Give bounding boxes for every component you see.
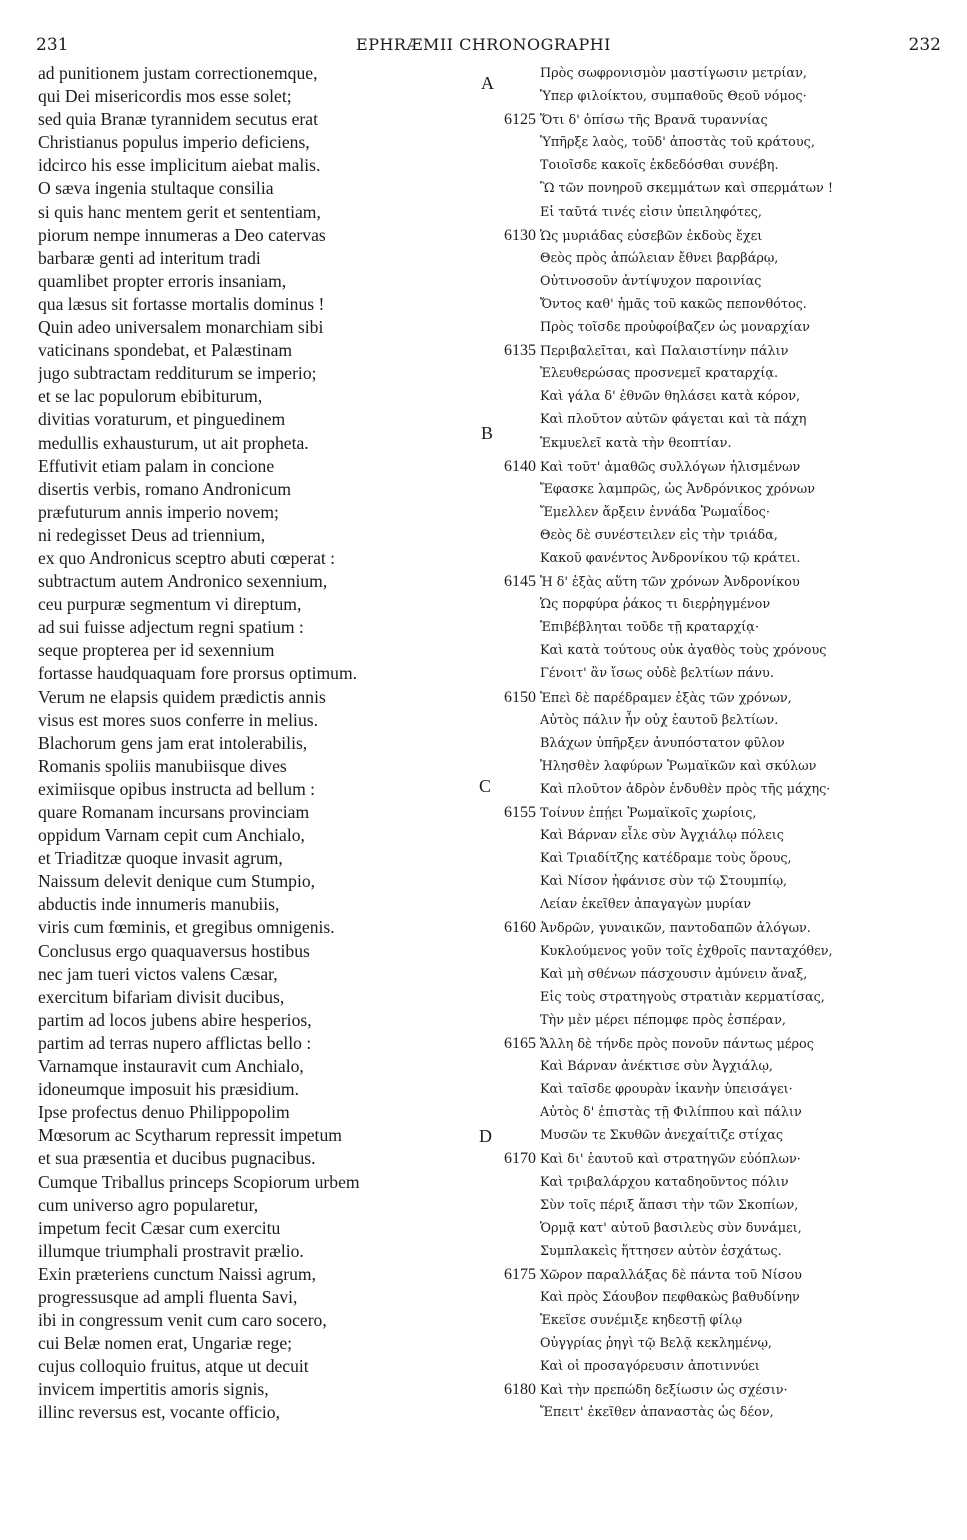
greek-line (480, 755, 965, 778)
greek-verse-text: Ἄλλη δὲ τήνδε πρὸς πονοῦν πάντως μέρος (540, 1036, 814, 1052)
latin-line: Christianus populus imperio deficiens, (38, 132, 310, 153)
greek-line (480, 570, 965, 593)
greek-verse-text: Πρὸς σωφρονισμὸν μαστίγωσιν μετρίαν, (540, 66, 807, 81)
greek-verse-text: Ὡς πορφύρα ῥάκος τι διερῥηγμένον (540, 597, 771, 613)
greek-line (480, 662, 965, 685)
latin-line: disertis verbis, romano Andronicum (38, 478, 292, 499)
greek-line (480, 501, 965, 524)
latin-line: Cumque Triballus princeps Scopiorum urbem (38, 1171, 360, 1192)
greek-line (480, 870, 965, 893)
latin-line: ceu purpuræ segmentum vi direptum, (38, 594, 302, 615)
latin-line: medullis exhausturum, ut ait propheta. (38, 432, 309, 453)
latin-line: ad sui fuisse adjectum regni spatium : (38, 617, 304, 638)
greek-verse-text: Καὶ Βάρναν ἀνέκτισε σὺν Ἀγχιάλῳ, (540, 1059, 773, 1075)
greek-verse-text: Τοίνυν ἐπῄει Ῥωμαϊκοῖς χωρίοις, (540, 806, 757, 821)
greek-verse-text: Ὁρμᾷ κατ' αὐτοῦ βασιλεὺς σὺν δυνάμει, (540, 1220, 802, 1236)
greek-verse-text: Ἐλευθερώσας προσνεμεῖ κραταρχίᾳ. (540, 366, 779, 382)
latin-line: sed quia Branæ tyrannidem secutus erat (38, 109, 318, 130)
greek-line (480, 177, 965, 200)
greek-verse-text: Καὶ Νίσον ἠφάνισε σὺν τῷ Στουμπίῳ, (540, 874, 788, 890)
latin-line: Conclusus ergo quaquaversus hostibus (38, 940, 310, 961)
latin-line: idcirco his esse implicitum aiebat malis. (38, 155, 321, 176)
greek-line (480, 316, 965, 339)
verse-number: 6140 (504, 457, 536, 475)
greek-line (480, 847, 965, 870)
latin-line: abductis inde innumeris manubiis, (38, 894, 280, 915)
verse-number: 6160 (504, 919, 536, 937)
latin-line: et sua præsentia et ducibus pugnacibus. (38, 1148, 316, 1169)
latin-line: ni redegisset Deus ad triennium, (38, 524, 266, 545)
greek-verse-text: Ἔμελλεν ἄρξειν ἐννάδα Ῥωμαΐδος· (540, 504, 770, 520)
latin-line: Verum ne elapsis quidem prædictis annis (38, 686, 326, 707)
greek-verse-text: Πρὸς τοῖσδε προὐφοίβαζεν ὡς μοναρχίαν (540, 320, 810, 336)
latin-line: Varnamque instauravit cum Anchialo, (38, 1056, 304, 1077)
greek-verse-text: Μυσῶν τε Σκυθῶν ἀνεχαίτιζε στίχας (540, 1128, 784, 1144)
latin-line: piorum nempe innumeras a Deo catervas (38, 224, 326, 245)
latin-line: præfuturum annis imperio novem; (38, 501, 279, 522)
greek-verse-text: Καὶ ταῖσδε φρουρὰν ἱκανὴν ὑπεισάγει· (540, 1082, 793, 1098)
greek-line (480, 362, 965, 385)
greek-verse-text: Καὶ οἱ προσαγόρευσιν ἀποτιννύει (540, 1359, 760, 1375)
latin-line: Naissum delevit denique cum Stumpio, (38, 871, 316, 892)
latin-line: illumque triumphali prostravit prælio. (38, 1240, 304, 1261)
greek-line (480, 1401, 965, 1424)
latin-line: subtractum autem Andronico sexennium, (38, 571, 328, 592)
margin-letter-b: B (481, 423, 494, 443)
greek-verse-text: Ὢ τῶν πονηροῦ σκεμμάτων καὶ σπερμάτων ! (540, 181, 834, 197)
latin-line: O sæva ingenia stultaque consilia (38, 178, 274, 199)
greek-line (480, 270, 965, 293)
latin-line: quamlibet propter erroris insaniam, (38, 270, 287, 291)
latin-line: Effutivit etiam palam in concione (38, 455, 275, 476)
latin-line: ad punitionem justam correctionemque, (38, 63, 318, 83)
greek-verse-text: Καὶ μὴ σθένων πάσχουσιν ἀμύνειν ἄναξ, (540, 966, 808, 982)
verse-number: 6155 (504, 804, 536, 821)
verse-number: 6135 (504, 342, 536, 360)
greek-line (480, 1032, 965, 1055)
greek-verse-text: Τοιοῖσδε κακοῖς ἐκδεδόσθαι συνέβη. (540, 158, 779, 174)
greek-line (480, 963, 965, 986)
greek-verse-text: Καὶ τοῦτ' ἀμαθῶς συλλόγων ἠλισμένων (540, 459, 801, 475)
greek-verse-text: Γένοιτ' ἂν ἴσως οὐδὲ βελτίων πάνυ. (540, 666, 774, 682)
greek-line (480, 154, 965, 177)
greek-line (480, 1124, 965, 1147)
greek-verse-text: Βλάχων ὑπῆρξεν ἀνυπόστατον φῦλον (540, 735, 785, 751)
latin-line: partim ad locos jubens abire hesperios, (38, 1009, 312, 1030)
latin-line: cui Belæ nomen erat, Ungariæ rege; (38, 1333, 293, 1354)
page-number-right: 232 (908, 35, 941, 55)
greek-verse-text: Κυκλούμενος γοῦν τοῖς ἐχθροῖς πανταχόθεν, (540, 943, 833, 959)
running-title: EPHRÆMII CHRONOGRAPHI (356, 35, 611, 54)
greek-verse-text: Εἰς τοὺς στρατηγοὺς στρατιὰν κερματίσας, (540, 989, 825, 1005)
greek-line (480, 1171, 965, 1194)
latin-line: ibi in congressum venit cum caro socero, (38, 1310, 327, 1331)
greek-line (480, 1309, 965, 1332)
greek-line (480, 916, 965, 939)
greek-verse-text: Ἐκεῖσε συνέμιξε κηδεστῇ φίλῳ (540, 1313, 743, 1329)
greek-line (480, 801, 965, 824)
latin-line: qui Dei misericordis mos esse solet; (38, 86, 292, 107)
greek-verse-text: Ὑπερ φιλοίκτου, συμπαθοῦς Θεοῦ νόμος· (540, 89, 807, 105)
greek-line (480, 778, 965, 801)
greek-column (480, 62, 965, 1425)
greek-line (480, 732, 965, 755)
greek-line (480, 547, 965, 570)
greek-line (480, 224, 965, 247)
greek-line (480, 131, 965, 154)
greek-verse-text: Αὐτὸς πάλιν ἦν οὐχ ἑαυτοῦ βελτίων. (540, 712, 779, 728)
greek-verse-text: Χῶρον παραλλάξας δὲ πάντα τοῦ Νίσου (540, 1267, 802, 1283)
greek-verse-text: Ἡ δ' ἑξὰς αὕτη τῶν χρόνων Ἀνδρονίκου (540, 575, 800, 591)
latin-line: invicem impertitis amoris signis, (38, 1379, 269, 1400)
greek-line (480, 385, 965, 408)
verse-number: 6150 (504, 688, 536, 706)
greek-line (480, 1078, 965, 1101)
greek-verse-text: Καὶ πλοῦτον αὐτῶν φάγεται καὶ τὰ πάχη (540, 412, 807, 428)
greek-verse-text: Ὄντος καθ' ἡμᾶς τοῦ κακῶς πεπονθότος. (540, 296, 807, 312)
greek-verse-text: Θεὸς πρὸς ἀπώλειαν ἔθνει βαρβάρῳ, (540, 250, 779, 266)
latin-line: Ipse profectus denuo Philippopolim (38, 1102, 290, 1123)
latin-line: Exin præteriens cunctum Naissi agrum, (38, 1263, 317, 1284)
latin-line: Quin adeo universalem monarchiam sibi (38, 317, 324, 338)
greek-line (480, 1263, 965, 1286)
greek-line (480, 85, 965, 108)
greek-verse-text: Καὶ τριβαλάρχου καταδηοῦντος πόλιν (540, 1174, 789, 1190)
greek-line (480, 1147, 965, 1170)
greek-verse-text: Περιβαλεῖται, καὶ Παλαιστίνην πάλιν (540, 344, 789, 360)
greek-verse-text: Καὶ τὴν πρεπώδη δεξίωσιν ὡς σχέσιν· (540, 1383, 788, 1399)
latin-line: cum universo agro popularetur, (38, 1194, 259, 1215)
latin-line: illinc reversus est, vocante officio, (38, 1402, 280, 1423)
verse-number: 6180 (504, 1381, 536, 1399)
greek-line (480, 455, 965, 478)
greek-line (480, 293, 965, 316)
greek-line (480, 478, 965, 501)
verse-number: 6125 (504, 111, 536, 129)
latin-line: qua læsus sit fortasse mortalis dominus ! (38, 293, 325, 314)
greek-line (480, 1217, 965, 1240)
latin-line: jugo subtractam redditurum se imperio; (38, 363, 317, 384)
greek-verse-text: Τὴν μὲν μέρει πέπομφε πρὸς ἑσπέραν, (540, 1012, 786, 1028)
running-header (0, 35, 967, 59)
verse-number: 6145 (504, 573, 536, 591)
greek-line (480, 1101, 965, 1124)
greek-line (480, 432, 965, 455)
latin-line: exercitum bifariam divisit ducibus, (38, 986, 285, 1007)
greek-line (480, 824, 965, 847)
latin-line: idoneumque imposuit his præsidium. (38, 1079, 299, 1100)
latin-line: eximiisque opibus instructa ad bellum : (38, 778, 316, 799)
greek-verse-text: Καὶ Βάρναν εἷλε σὺν Ἀγχιάλῳ πόλεις (540, 828, 784, 844)
greek-verse-text: Οὐτινοσοῦν ἀντίψυχον παροινίας (540, 273, 762, 289)
greek-verse-text: Λείαν ἐκεῖθεν ἀπαγαγὼν μυρίαν (540, 897, 752, 913)
latin-line: vaticinans spondebat, et Palæstinam (38, 340, 293, 361)
greek-line (480, 940, 965, 963)
greek-line (480, 108, 965, 131)
greek-verse-text: Ἔπειτ' ἐκεῖθεν ἀπαναστὰς ὡς δέον, (540, 1405, 774, 1421)
greek-line (480, 893, 965, 916)
greek-verse-text: Κακοῦ φανέντος Ἀνδρονίκου τῷ κράτει. (540, 550, 801, 566)
verse-number: 6165 (504, 1034, 536, 1052)
latin-line: visus est mores suos conferre in melius. (38, 709, 318, 730)
latin-line: partim ad terras nupero afflictas bello : (38, 1032, 312, 1053)
greek-verse-text: Καὶ πρὸς Σάουβον πεφθακὼς βαθυδίνην (540, 1289, 800, 1305)
verse-number: 6170 (504, 1150, 536, 1168)
greek-verse-text: Ὅτι δ' ὀπίσω τῆς Βρανᾶ τυραννίας (540, 113, 768, 129)
greek-line (480, 247, 965, 270)
greek-line (480, 639, 965, 662)
greek-line (480, 709, 965, 732)
latin-line: fortasse haudquaquam fore prorsus optimum. (38, 663, 358, 684)
greek-verse-text: Ἐπεὶ δὲ παρέδραμεν ἑξὰς τῶν χρόνων, (540, 690, 792, 706)
greek-verse-text: Ἠλησθὲν λαφύρων Ῥωμαϊκῶν καὶ σκύλων (540, 758, 817, 774)
greek-verse-text: Θεὸς δὲ συνέστειλεν εἰς τὴν τριάδα, (540, 527, 778, 543)
greek-verse-text: Ἐκμυελεῖ κατὰ τὴν θεοπτίαν. (540, 435, 732, 451)
greek-verse-text: Ἀνδρῶν, γυναικῶν, παντοδαπῶν ἀλόγων. (540, 921, 811, 937)
greek-verse-text: Ὑπῆρξε λαὸς, τοῦδ' ἀποστὰς τοῦ κράτους, (540, 135, 815, 151)
greek-line (480, 1286, 965, 1309)
greek-verse-text: Εἰ ταῦτά τινές εἰσιν ὑπειληφότες, (540, 204, 762, 220)
margin-letter-c: C (479, 776, 492, 796)
greek-verse-text: Καὶ κατὰ τούτους οὐκ ἀγαθὸς τοὺς χρόνους (540, 643, 827, 659)
page-number-left: 231 (36, 35, 69, 55)
greek-line (480, 1378, 965, 1401)
greek-line (480, 1240, 965, 1263)
latin-line: progressusque ad ampli fluenta Savi, (38, 1286, 298, 1307)
greek-line (480, 1355, 965, 1378)
latin-line: oppidum Varnam cepit cum Anchialo, (38, 825, 305, 846)
latin-line: et Triaditzæ quoque invasit agrum, (38, 848, 283, 869)
greek-verse-text: Οὐγγρίας ῥηγὶ τῷ Βελᾷ κεκλημένῳ, (540, 1336, 772, 1352)
latin-line: impetum fecit Cæsar cum exercitu (38, 1217, 281, 1238)
latin-line: viris cum fœminis, et gregibus omnigenis. (38, 917, 335, 938)
greek-verse-text: Ὡς μυριάδας εὐσεβῶν ἐκδοὺς ἔχει (540, 228, 763, 244)
greek-verse-text: Ἔφασκε λαμπρῶς, ὡς Ἀνδρόνικος χρόνων (540, 481, 816, 497)
greek-line (480, 986, 965, 1009)
latin-line: ex quo Andronicus sceptro abuti cœperat : (38, 547, 336, 568)
greek-verse-text: Καὶ γάλα δ' ἐθνῶν θηλάσει κατὰ κόρον, (540, 389, 801, 405)
greek-line (480, 62, 965, 85)
greek-line (480, 201, 965, 224)
greek-line (480, 1194, 965, 1217)
greek-line (480, 1009, 965, 1032)
greek-verse-text: Καὶ πλοῦτον ἀδρὸν ἐνδυθὲν πρὸς τῆς μάχης· (540, 781, 831, 797)
latin-line: quare Romanam incursans provinciam (38, 802, 310, 822)
greek-line (480, 593, 965, 616)
greek-line (480, 616, 965, 639)
latin-line: Romanis spoliis manubiisque dives (38, 755, 287, 776)
greek-line (480, 686, 965, 709)
latin-line: nec jam tueri victos valens Cæsar, (38, 963, 278, 984)
greek-line (480, 524, 965, 547)
verse-number: 6175 (504, 1265, 536, 1283)
greek-line (480, 1332, 965, 1355)
latin-line: si quis hanc mentem gerit et sententiam, (38, 201, 321, 222)
latin-line: divitias voraturum, et pinguedinem (38, 409, 286, 430)
latin-line: et se lac populorum ebibiturum, (38, 386, 263, 407)
verse-number: 6130 (504, 226, 536, 244)
latin-line: barbaræ genti ad interitum tradi (38, 247, 261, 268)
margin-letter-a: A (481, 73, 494, 93)
latin-line: cujus colloquio fruitus, atque ut decuit (38, 1356, 309, 1377)
margin-letter-d: D (479, 1126, 492, 1146)
greek-line (480, 1055, 965, 1078)
greek-verse-text: Αὐτὸς δ' ἐπιστὰς τῇ Φιλίππου καὶ πάλιν (540, 1105, 802, 1121)
greek-line (480, 339, 965, 362)
latin-line: Mœsorum ac Scytharum repressit impetum (38, 1125, 342, 1146)
greek-line (480, 408, 965, 431)
greek-verse-text: Ἐπιβέβληται τοῦδε τῇ κραταρχίᾳ· (540, 620, 760, 636)
greek-verse-text: Καὶ Τριαδίτζης κατέδραμε τοὺς ὅρους, (540, 851, 792, 867)
greek-verse-text: Καὶ δι' ἑαυτοῦ καὶ στρατηγῶν εὐόπλων· (540, 1152, 801, 1168)
greek-verse-text: Σὺν τοῖς πέριξ ἅπασι τὴν τῶν Σκοπίων, (540, 1197, 799, 1213)
latin-column (38, 62, 468, 1425)
greek-verse-text: Συμπλακεὶς ἥττησεν αὐτὸν ἐσχάτως. (540, 1243, 782, 1259)
latin-line: seque propterea per id sexennium (38, 640, 275, 661)
latin-line: Blachorum gens jam erat intolerabilis, (38, 732, 308, 753)
